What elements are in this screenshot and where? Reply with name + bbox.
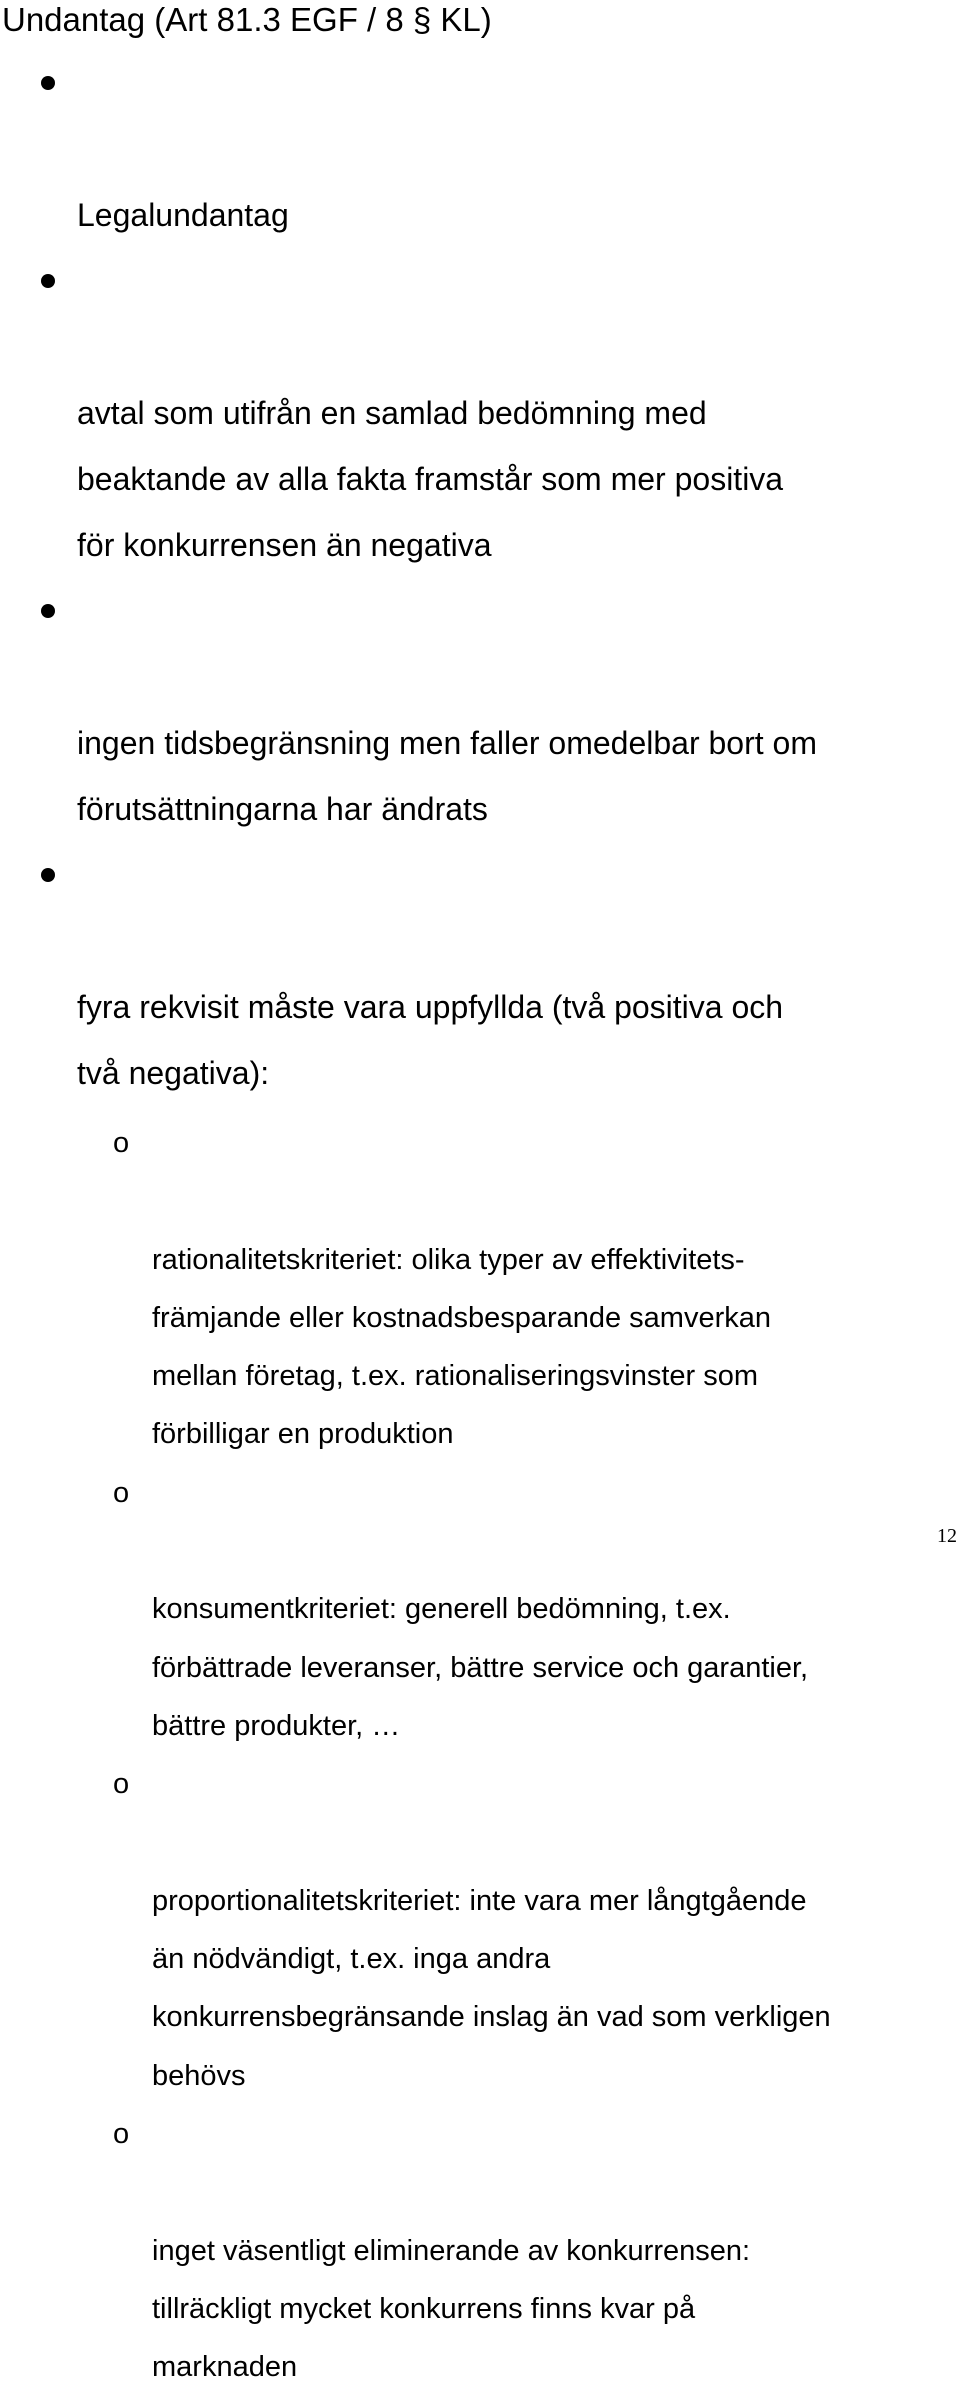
sub-item-konsumentkriteriet [0, 1464, 960, 1755]
sub-item-text: konsumentkriteriet: generell bedömning, t.ex. förbättrade leveranser, bättre service och garantier, bättre produkter, … [152, 1593, 809, 1742]
page-number: 12 [937, 1525, 957, 1547]
circle-bullet-icon: o [113, 1768, 130, 1801]
circle-bullet-icon: o [113, 1127, 130, 1159]
circle-bullet-icon: o [113, 1476, 130, 1509]
bullet-text: ingen tidsbegränsning men faller omedelbar bort om förutsättningarna har ändrats [77, 725, 817, 827]
bullet-dot-icon [41, 274, 55, 288]
bullet-dot-icon [41, 868, 55, 882]
bullet-text: avtal som utifrån en samlad bedömning med beaktande av alla fakta framstår som mer positiva för konkurrensen än negativa [77, 395, 784, 563]
bullet-dot-icon [41, 604, 55, 618]
sub-list [0, 1114, 960, 2397]
sub-item-rationalitetskriteriet [0, 1114, 960, 1464]
bullet-item-fyra-rekvisit [0, 842, 960, 1106]
sub-item-proportionalitetskriteriet [0, 1755, 960, 2105]
sub-item-text: inget väsentligt eliminerande av konkurrensen: tillräckligt mycket konkurrens finns kvar på marknaden [152, 2234, 751, 2384]
bullet-item-samlad-bedomning [0, 248, 960, 578]
sub-item-eliminerande [0, 2105, 960, 2396]
bullet-text: fyra rekvisit måste vara uppfyllda (två positiva och två negativa): [77, 989, 784, 1091]
bullet-item-tidsbegransning [0, 578, 960, 842]
bullet-list [0, 50, 960, 2397]
circle-bullet-icon: o [113, 2118, 130, 2151]
bullet-dot-icon [41, 76, 55, 90]
sub-item-text: proportionalitetskriteriet: inte vara mer långtgående än nödvändigt, t.ex. inga andra konkurrensbegränsande inslag än vad som verkligen behövs [152, 1884, 831, 2092]
bullet-text: Legalundantag [77, 197, 289, 233]
sub-item-text: rationalitetskriteriet: olika typer av effektivitets- främjande eller kostnadsbesparande samverkan mellan företag, t.ex. rationaliseringsvinster som förbilligar en produktion [152, 1243, 772, 1451]
page-title: Undantag (Art 81.3 EGF / 8 § KL) [2, 1, 492, 38]
bullet-item-legalundantag [0, 50, 960, 248]
